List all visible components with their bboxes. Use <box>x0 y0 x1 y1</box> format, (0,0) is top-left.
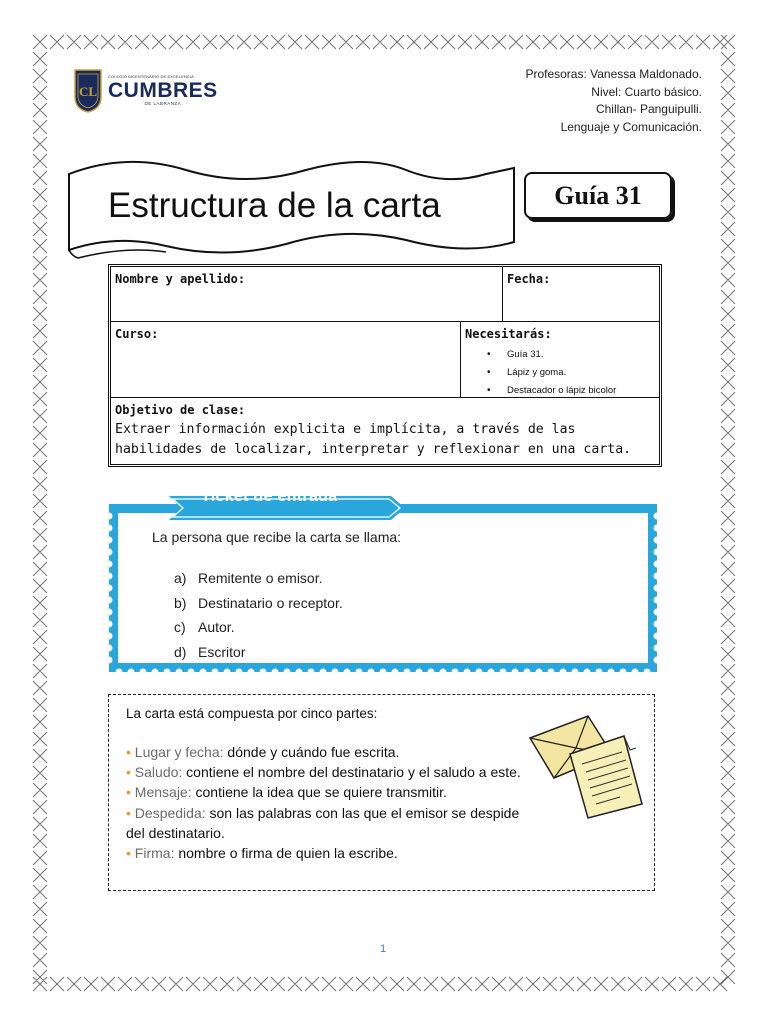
letter-part-item <box>126 762 526 782</box>
envelope-letter-icon <box>526 708 646 820</box>
logo-sub-text: DE LABRANZA <box>144 101 182 107</box>
guide-number: Guía 31 <box>554 180 642 210</box>
level-line: Nivel: Cuarto básico. <box>591 84 702 99</box>
teachers-line: Profesoras: Vanessa Maldonado. <box>525 67 702 81</box>
location-line: Chillan- Panguipulli. <box>595 102 702 116</box>
part-desc: son las palabras con las que el emisor se despide del destinatario. <box>126 804 520 841</box>
header-info <box>525 66 702 136</box>
needs-cell <box>461 322 659 398</box>
letter-part-item <box>126 742 526 762</box>
option-letter: d) <box>174 643 187 660</box>
letter-parts-title: La carta está compuesta por cinco partes: <box>126 706 378 721</box>
course-cell[interactable] <box>111 322 461 398</box>
option-text: Escritor <box>198 643 246 660</box>
part-desc: contiene el nombre del destinatario y el saludo a este. <box>186 764 521 781</box>
bullet-icon: • <box>126 845 131 862</box>
page-number: 1 <box>380 943 387 955</box>
objective-label: Objetivo de clase: <box>115 403 246 417</box>
name-label: Nombre y apellido: <box>115 272 246 286</box>
ticket-option-c[interactable] <box>174 615 343 640</box>
objective-text: Extraer información explicita e implícita, a través de las habilidades de localizar, interpretar y reflexionar en una carta. <box>115 422 632 457</box>
option-letter: a) <box>174 570 187 586</box>
part-term: Mensaje: <box>134 784 192 801</box>
option-text: Autor. <box>198 619 235 635</box>
option-text: Destinatario o receptor. <box>198 594 343 611</box>
name-cell[interactable] <box>111 267 503 322</box>
bullet-icon: • <box>126 784 131 801</box>
page-title: Estructura de la carta <box>108 186 441 225</box>
school-crest-icon <box>74 69 102 113</box>
ticket-option-a[interactable] <box>174 566 343 591</box>
objective-cell <box>111 398 659 464</box>
option-letter: b) <box>174 594 187 611</box>
subject-line: Lenguaje y Comunicación. <box>560 119 702 134</box>
crest-initials: CL <box>78 84 98 99</box>
letter-parts-list <box>126 742 526 863</box>
letter-part-item <box>126 803 526 843</box>
needs-item: • Lápiz y goma. <box>487 364 616 382</box>
part-term: Saludo: <box>134 764 183 781</box>
ticket-question: La persona que recibe la carta se llama: <box>152 529 402 545</box>
logo-small-text: COLEGIO BICENTENARIO DE EXCELENCIA <box>108 74 194 80</box>
logo-name: CUMBRES <box>108 79 218 103</box>
option-text: Remitente o emisor. <box>198 570 323 586</box>
part-desc: dónde y cuándo fue escrita. <box>227 744 400 760</box>
bullet-icon: • <box>126 804 131 821</box>
letter-part-item <box>126 843 526 863</box>
bullet-icon: • <box>126 764 131 781</box>
ticket-header: Ticket de entrada <box>201 488 338 505</box>
part-desc: contiene la idea que se quiere transmitir. <box>195 784 447 801</box>
part-term: Lugar y fecha: <box>134 744 224 760</box>
school-logo <box>74 69 218 113</box>
bullet-icon: • <box>126 744 131 760</box>
needs-item: • Destacador o lápiz bicolor <box>487 382 616 400</box>
part-term: Despedida: <box>134 804 206 821</box>
student-info-table <box>108 264 662 467</box>
needs-label: Necesitarás: <box>465 327 552 341</box>
course-label: Curso: <box>115 327 159 341</box>
part-desc: nombre o firma de quien la escribe. <box>178 845 398 862</box>
needs-list <box>487 346 616 400</box>
needs-item: • Guía 31. <box>487 346 616 364</box>
part-term: Firma: <box>134 845 175 862</box>
option-letter: c) <box>174 619 186 635</box>
date-cell[interactable] <box>503 267 659 322</box>
ticket-options <box>174 566 343 664</box>
date-label: Fecha: <box>507 272 551 286</box>
guide-number-box <box>524 172 672 219</box>
ticket-option-d[interactable] <box>174 640 343 665</box>
ticket-option-b[interactable] <box>174 591 343 616</box>
letter-part-item <box>126 782 526 802</box>
